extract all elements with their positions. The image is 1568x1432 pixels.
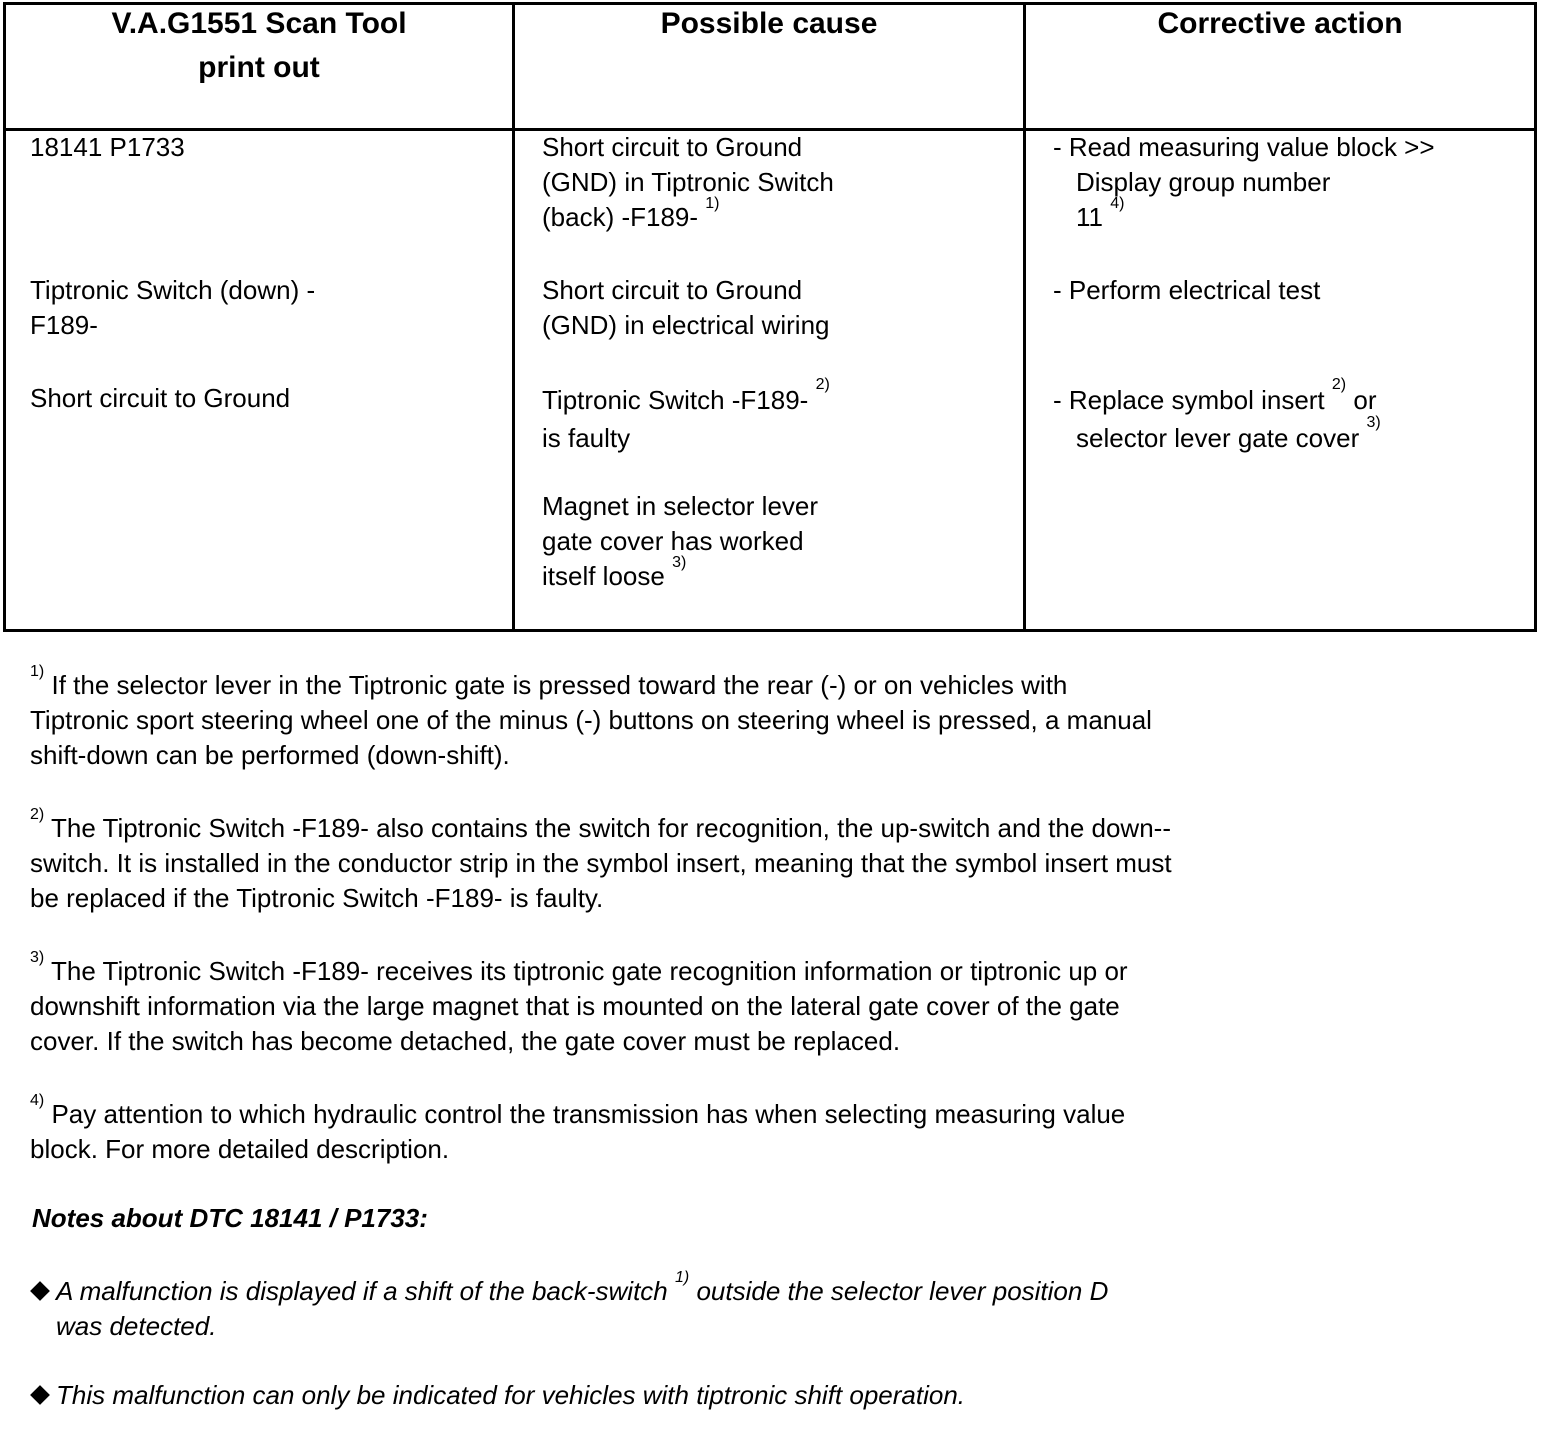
action-3-line1: - Replace symbol insert <box>1053 385 1325 415</box>
footnote-1 <box>30 663 1152 773</box>
dtc-table <box>3 2 1537 632</box>
notes-bullet-1-footnote-ref: 1) <box>675 1269 690 1286</box>
component-line2: F189- <box>30 310 98 340</box>
cause-3 <box>542 376 830 457</box>
action-1-line1: - Read measuring value block >> <box>1053 132 1435 162</box>
action-3-or: or <box>1353 385 1377 415</box>
action-3-footnote-ref-2: 3) <box>1366 414 1381 431</box>
column-divider-2 <box>1023 2 1026 632</box>
footnote-2 <box>30 806 1172 916</box>
footnote-4 <box>30 1092 1126 1167</box>
header-scan-tool-line1: V.A.G1551 Scan Tool <box>111 7 407 40</box>
table-left-border <box>3 2 6 632</box>
cause-2-line2: (GND) in electrical wiring <box>542 310 830 340</box>
component-name <box>30 273 315 343</box>
notes-bullet-1-line2: was detected. <box>56 1311 217 1341</box>
footnote-2-line3: be replaced if the Tiptronic Switch -F189- is faulty. <box>30 883 604 913</box>
cause-2 <box>542 273 830 343</box>
cause-4 <box>542 489 818 594</box>
footnote-2-line1: The Tiptronic Switch -F189- also contains the switch for recognition, the up-switch and the down-- <box>51 813 1171 843</box>
fault-code: 18141 P1733 <box>30 132 185 162</box>
footnote-3-line3: cover. If the switch has become detached, the gate cover must be replaced. <box>30 1026 901 1056</box>
footnote-3-line2: downshift information via the large magnet that is mounted on the lateral gate cover of the gate <box>30 991 1120 1021</box>
footnote-2-marker: 2) <box>30 806 45 823</box>
action-3-footnote-ref-1: 2) <box>1331 376 1347 393</box>
footnote-4-marker: 4) <box>30 1092 45 1109</box>
header-corrective-action: Corrective action <box>1157 7 1403 40</box>
footnote-1-line2: Tiptronic sport steering wheel one of the minus (-) buttons on steering wheel is pressed, a manual <box>30 705 1152 735</box>
footnote-3-line1: The Tiptronic Switch -F189- receives its tiptronic gate recognition information or tiptronic up or <box>51 956 1128 986</box>
cause-1-footnote-ref: 1) <box>705 195 720 212</box>
action-2: - Perform electrical test <box>1053 275 1321 305</box>
action-1-line3: 11 <box>1076 202 1103 232</box>
fault-type: Short circuit to Ground <box>30 383 291 413</box>
footnote-2-line2: switch. It is installed in the conductor strip in the symbol insert, meaning that the symbol insert must <box>30 848 1172 878</box>
cause-2-line1: Short circuit to Ground <box>542 275 803 305</box>
header-possible-cause: Possible cause <box>660 7 878 40</box>
action-1-line2: Display group number <box>1076 167 1331 197</box>
footnote-3 <box>30 949 1128 1059</box>
notes-bullet-2: This malfunction can only be indicated for vehicles with tiptronic shift operation. <box>56 1380 966 1410</box>
footnote-1-marker: 1) <box>30 663 45 680</box>
action-3-line2: selector lever gate cover <box>1076 423 1360 453</box>
cause-4-line1: Magnet in selector lever <box>542 491 819 521</box>
cause-1 <box>542 130 834 235</box>
cause-1-line3: (back) -F189- <box>542 202 699 232</box>
footnote-4-line2: block. For more detailed description. <box>30 1134 450 1164</box>
header-scan-tool <box>6 2 512 90</box>
footnote-3-marker: 3) <box>30 949 45 966</box>
bullet-diamond-icon <box>30 1281 50 1301</box>
header-scan-tool-line2: print out <box>198 51 320 84</box>
column-divider-1 <box>512 2 515 632</box>
action-3 <box>1053 376 1381 457</box>
cause-3-footnote-ref: 2) <box>815 376 830 393</box>
cause-4-line2: gate cover has worked <box>542 526 804 556</box>
action-1 <box>1053 130 1435 235</box>
notes-bullet-1-part2: outside the selector lever position D <box>696 1276 1109 1306</box>
cause-4-line3: itself loose <box>542 561 665 591</box>
notes-heading: Notes about DTC 18141 / P1733: <box>32 1203 428 1233</box>
bullet-diamond-icon <box>30 1385 50 1405</box>
action-1-footnote-ref: 4) <box>1110 195 1125 212</box>
footnote-1-line1: If the selector lever in the Tiptronic gate is pressed toward the rear (-) or on vehicles with <box>51 670 1068 700</box>
notes-bullet-1-part1: A malfunction is displayed if a shift of the back-switch <box>56 1276 668 1306</box>
footnote-4-line1: Pay attention to which hydraulic control the transmission has when selecting measuring value <box>51 1099 1126 1129</box>
footnote-1-line3: shift-down can be performed (down-shift). <box>30 740 510 770</box>
component-line1: Tiptronic Switch (down) - <box>30 275 316 305</box>
notes-bullet-1 <box>56 1269 1109 1344</box>
cause-4-footnote-ref: 3) <box>672 554 687 571</box>
table-bottom-border <box>3 629 1537 632</box>
cause-3-line2: is faulty <box>542 423 631 453</box>
cause-1-line2: (GND) in Tiptronic Switch <box>542 167 834 197</box>
cause-1-line1: Short circuit to Ground <box>542 132 803 162</box>
table-right-border <box>1534 2 1537 632</box>
cause-3-line1: Tiptronic Switch -F189- <box>542 385 809 415</box>
